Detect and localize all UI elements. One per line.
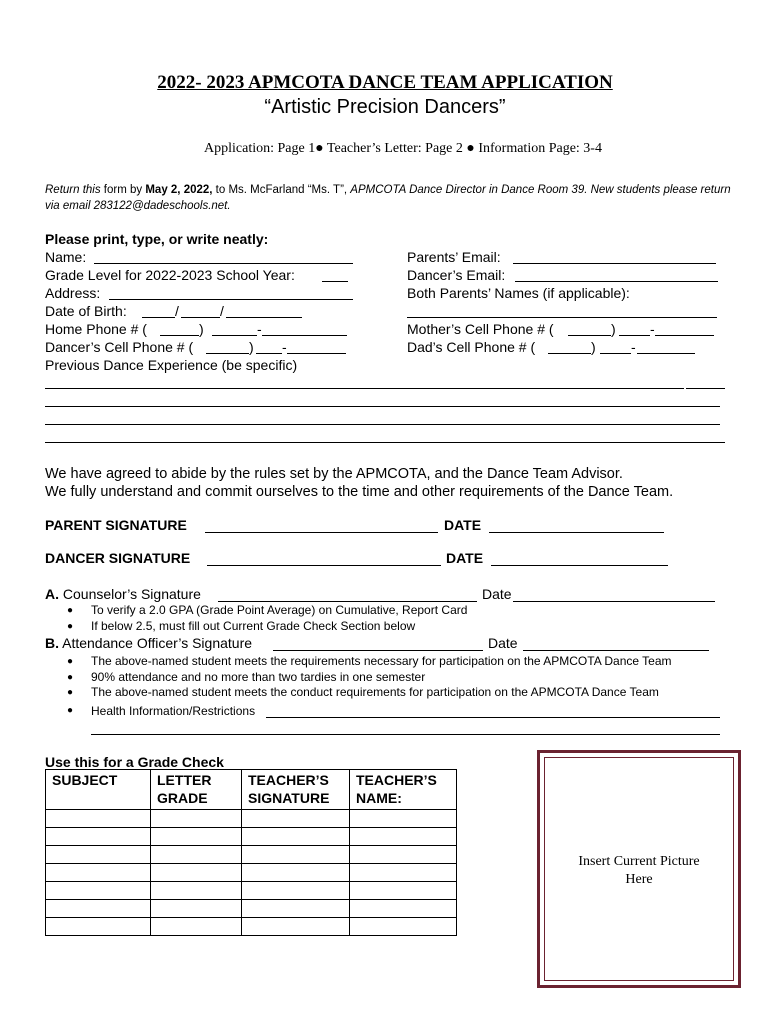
- parents-names-field[interactable]: [407, 317, 717, 318]
- header-letter-grade: [151, 770, 242, 810]
- table-cell[interactable]: [46, 864, 151, 882]
- form-title: 2022- 2023 APMCOTA DANCE TEAM APPLICATION: [157, 72, 613, 93]
- header-subject: [46, 770, 151, 810]
- parents-email-field[interactable]: [513, 263, 716, 264]
- return-instructions: [45, 182, 735, 214]
- table-cell[interactable]: [46, 810, 151, 828]
- agreement-line-2: We fully understand and commit ourselves to the time and other requirements of the Dance Team.: [45, 484, 674, 500]
- form-subtitle: “Artistic Precision Dancers”: [264, 96, 506, 118]
- dad-cell-label: Dad’s Cell Phone # (: [407, 339, 536, 355]
- home-phone-prefix-field[interactable]: [212, 335, 257, 336]
- phone-dash: -: [282, 339, 287, 355]
- dad-cell-line-field[interactable]: [637, 353, 695, 354]
- table-cell[interactable]: [242, 810, 350, 828]
- attendance-date-label: Date: [488, 635, 518, 651]
- table-cell[interactable]: [242, 900, 350, 918]
- dad-cell-area-field[interactable]: [548, 353, 591, 354]
- insert-picture-line: Here: [625, 872, 653, 887]
- header-teacher-signature: [242, 770, 350, 810]
- attendance-bullet: 90% attendance and no more than two tardies in one semester: [91, 670, 426, 684]
- phone-dash: -: [631, 339, 636, 355]
- phone-dash: -: [257, 321, 262, 337]
- attendance-date-field[interactable]: [523, 650, 709, 651]
- instr-part2: form by: [100, 184, 146, 196]
- dob-separator: /: [220, 303, 224, 319]
- health-info-field[interactable]: [266, 717, 720, 718]
- table-row: [46, 846, 457, 864]
- table-row: [46, 864, 457, 882]
- dad-cell-prefix-field[interactable]: [600, 353, 631, 354]
- print-neatly-heading: Please print, type, or write neatly:: [45, 231, 269, 247]
- table-cell[interactable]: [151, 864, 242, 882]
- attendance-bullet: Health Information/Restrictions: [91, 704, 256, 718]
- table-cell[interactable]: [242, 864, 350, 882]
- bullet-icon: ●: [67, 672, 74, 683]
- table-cell[interactable]: [350, 918, 457, 936]
- table-cell[interactable]: [350, 828, 457, 846]
- header-line: SIGNATURE: [248, 790, 330, 806]
- counselor-bullet: If below 2.5, must fill out Current Grade Check Section below: [91, 619, 416, 633]
- header-line: TEACHER’S: [248, 772, 329, 788]
- experience-line-2[interactable]: [45, 406, 720, 407]
- counselor-date-label: Date: [482, 586, 512, 602]
- counselor-signature-field[interactable]: [218, 601, 477, 602]
- table-row: [46, 882, 457, 900]
- dob-month-field[interactable]: [142, 317, 175, 318]
- health-info-field-2[interactable]: [91, 734, 720, 735]
- address-field[interactable]: [109, 299, 353, 300]
- experience-line-1b[interactable]: [686, 388, 725, 389]
- dancer-signature-field[interactable]: [207, 565, 441, 566]
- table-row: [46, 828, 457, 846]
- dob-separator: /: [175, 303, 179, 319]
- attendance-bullet: The above-named student meets the conduct requirements for participation on the APMCOTA Dance Team: [91, 685, 659, 699]
- dob-day-field[interactable]: [181, 317, 220, 318]
- attendance-label-text: Attendance Officer’s Signature: [59, 635, 253, 651]
- table-cell[interactable]: [350, 900, 457, 918]
- section-letter-b: B.: [45, 635, 59, 651]
- insert-picture-text: [540, 853, 738, 889]
- header-line: LETTER: [157, 772, 212, 788]
- table-cell[interactable]: [151, 846, 242, 864]
- table-cell[interactable]: [151, 918, 242, 936]
- table-header-row: [46, 770, 457, 810]
- counselor-signature-label: [45, 586, 201, 602]
- grade-check-title: Use this for a Grade Check: [45, 754, 224, 770]
- table-cell[interactable]: [151, 828, 242, 846]
- bullet-icon: ●: [67, 605, 74, 616]
- table-row: [46, 918, 457, 936]
- dancer-cell-prefix-field[interactable]: [256, 353, 282, 354]
- mother-cell-line-field[interactable]: [655, 335, 714, 336]
- parent-signature-label: PARENT SIGNATURE: [45, 517, 187, 533]
- dancer-signature-label: DANCER SIGNATURE: [45, 550, 191, 566]
- paren-close: ): [199, 321, 204, 337]
- name-label: Name:: [45, 249, 87, 265]
- table-cell[interactable]: [242, 918, 350, 936]
- parents-email-label: Parents’ Email:: [407, 249, 501, 265]
- grade-check-table: [45, 769, 457, 936]
- agreement-line-1: We have agreed to abide by the rules set by the APMCOTA, and the Dance Team Advisor.: [45, 466, 623, 482]
- attendance-bullet: The above-named student meets the requirements necessary for participation on the APMCOTA Dance Team: [91, 654, 672, 668]
- dancers-email-field[interactable]: [515, 281, 718, 282]
- table-cell[interactable]: [46, 918, 151, 936]
- bullet-icon: ●: [67, 656, 74, 667]
- instr-part4: to Ms. McFarland “Ms. T”,: [212, 184, 351, 196]
- home-phone-line-field[interactable]: [262, 335, 347, 336]
- header-teacher-name: [350, 770, 457, 810]
- section-letter-a: A.: [45, 586, 59, 602]
- name-field[interactable]: [94, 263, 353, 264]
- home-phone-label: Home Phone # (: [45, 321, 147, 337]
- table-cell[interactable]: [46, 882, 151, 900]
- previous-experience-label: Previous Dance Experience (be specific): [45, 357, 298, 373]
- dob-label: Date of Birth:: [45, 303, 127, 319]
- experience-line-4[interactable]: [45, 442, 725, 443]
- parent-date-label: DATE: [444, 517, 482, 533]
- table-cell[interactable]: [151, 882, 242, 900]
- dancer-date-field[interactable]: [491, 565, 668, 566]
- dancer-cell-label: Dancer’s Cell Phone # (: [45, 339, 194, 355]
- dancer-cell-area-field[interactable]: [206, 353, 249, 354]
- mother-cell-area-field[interactable]: [568, 335, 611, 336]
- paren-close: ): [591, 339, 596, 355]
- address-label: Address:: [45, 285, 101, 301]
- experience-line-1[interactable]: [45, 388, 684, 389]
- table-row: [46, 810, 457, 828]
- instr-part5: APMCOTA Dance Director in Dance Room 39. New students please return via email 283122@dadeschools.net.: [45, 184, 731, 212]
- parent-signature-field[interactable]: [205, 532, 438, 533]
- table-cell[interactable]: [242, 846, 350, 864]
- dancer-cell-line-field[interactable]: [287, 353, 346, 354]
- pages-info: Application: Page 1● Teacher’s Letter: Page 2 ● Information Page: 3-4: [204, 141, 602, 156]
- dancer-date-label: DATE: [446, 550, 484, 566]
- table-row: [46, 900, 457, 918]
- picture-frame[interactable]: [537, 750, 741, 988]
- phone-dash: -: [650, 321, 655, 337]
- dob-year-field[interactable]: [226, 317, 302, 318]
- parent-date-field[interactable]: [489, 532, 664, 533]
- table-cell[interactable]: [350, 810, 457, 828]
- attendance-signature-label: [45, 635, 252, 651]
- home-phone-area-field[interactable]: [160, 335, 199, 336]
- insert-picture-line: Insert Current Picture: [578, 854, 700, 869]
- table-cell[interactable]: [350, 864, 457, 882]
- table-cell[interactable]: [46, 900, 151, 918]
- header-line: NAME:: [356, 790, 402, 806]
- table-cell[interactable]: [151, 900, 242, 918]
- dancers-email-label: Dancer’s Email:: [407, 267, 506, 283]
- bullet-icon: ●: [67, 621, 74, 632]
- experience-line-3[interactable]: [45, 424, 720, 425]
- table-cell[interactable]: [242, 882, 350, 900]
- counselor-label-text: Counselor’s Signature: [59, 586, 201, 602]
- attendance-signature-field[interactable]: [273, 650, 483, 651]
- counselor-date-field[interactable]: [513, 601, 715, 602]
- grade-level-field[interactable]: [322, 281, 348, 282]
- counselor-bullet: To verify a 2.0 GPA (Grade Point Average) on Cumulative, Report Card: [91, 603, 468, 617]
- table-cell[interactable]: [242, 828, 350, 846]
- bullet-icon: ●: [67, 705, 74, 716]
- instr-part1: Return this: [45, 184, 101, 196]
- bullet-icon: ●: [67, 687, 74, 698]
- paren-close: ): [611, 321, 616, 337]
- table-cell[interactable]: [350, 882, 457, 900]
- instr-part3: May 2, 2022,: [145, 184, 213, 196]
- header-line: GRADE: [157, 790, 208, 806]
- table-cell[interactable]: [46, 846, 151, 864]
- mother-cell-label: Mother’s Cell Phone # (: [407, 321, 554, 337]
- header-line: TEACHER’S: [356, 772, 437, 788]
- table-cell[interactable]: [46, 828, 151, 846]
- mother-cell-prefix-field[interactable]: [619, 335, 650, 336]
- parents-names-label: Both Parents’ Names (if applicable):: [407, 285, 630, 301]
- table-cell[interactable]: [151, 810, 242, 828]
- table-cell[interactable]: [350, 846, 457, 864]
- header-line: SUBJECT: [52, 772, 118, 788]
- paren-close: ): [249, 339, 254, 355]
- grade-level-label: Grade Level for 2022-2023 School Year:: [45, 267, 295, 283]
